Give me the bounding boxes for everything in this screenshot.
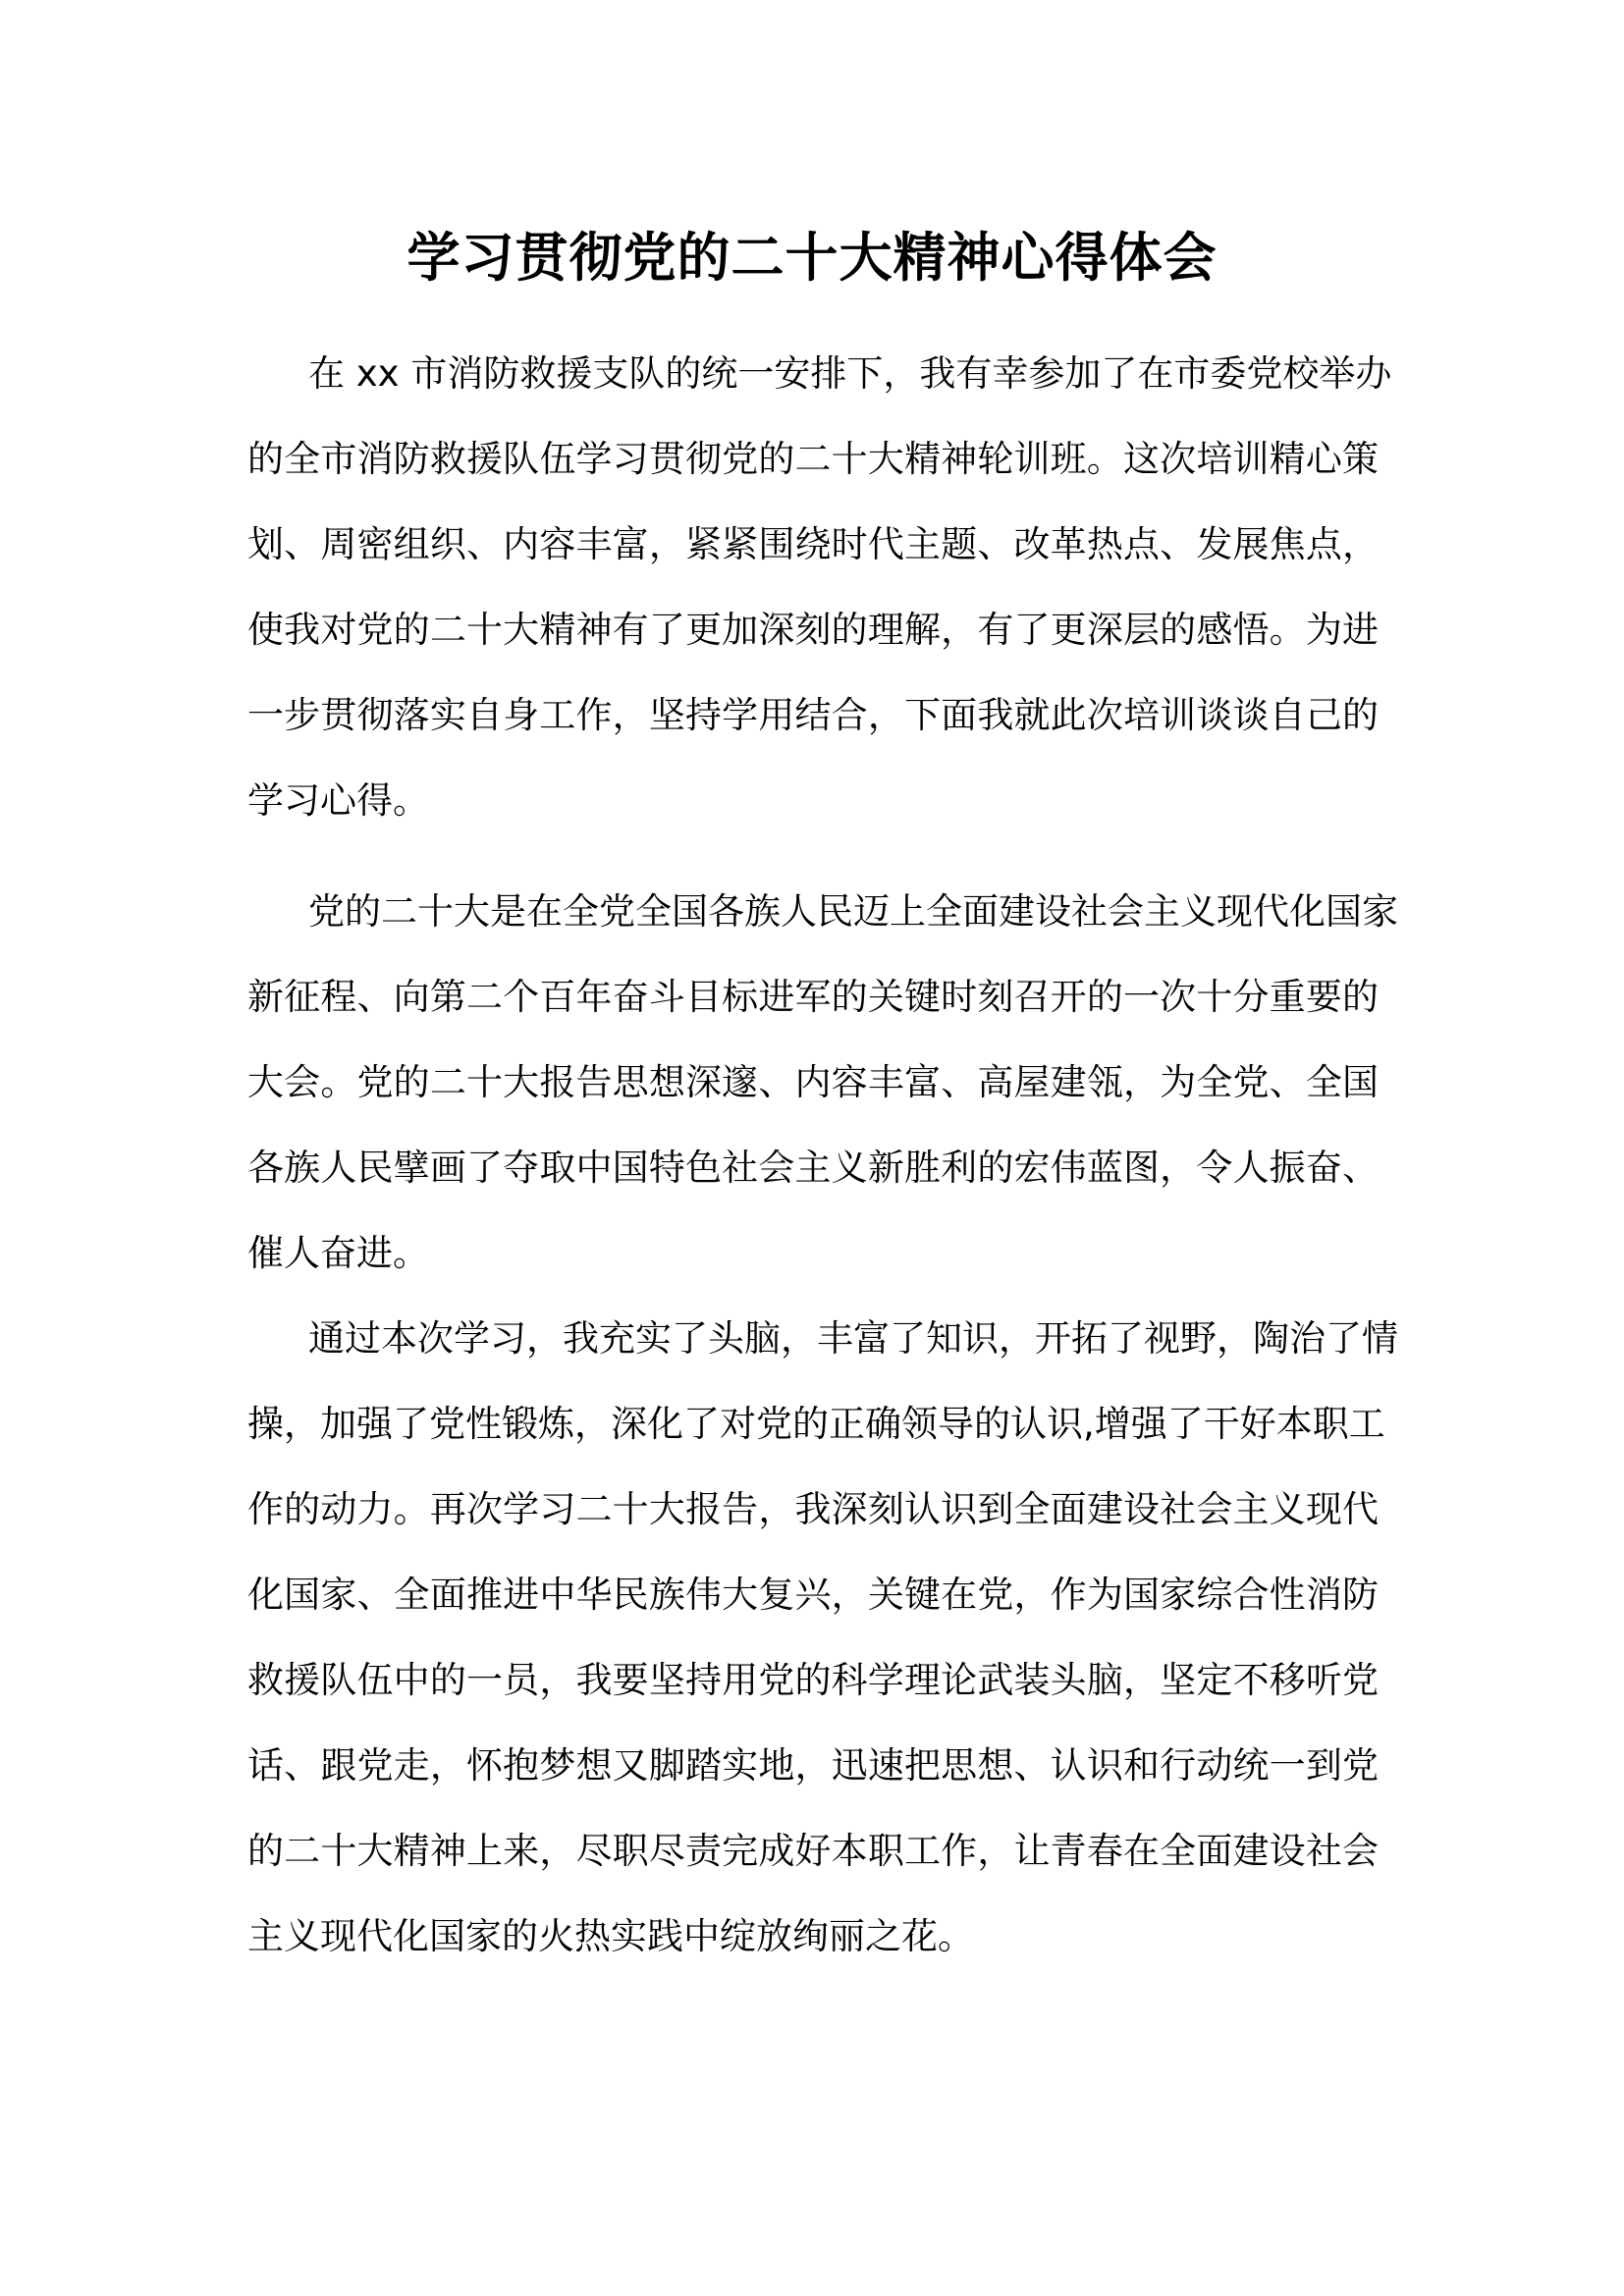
text-line: 大会。党的二十大报告思想深邃、内容丰富、高屋建瓴，为全党、全国: [247, 1061, 1379, 1103]
text-line: 划、周密组织、内容丰富，紧紧围绕时代主题、改革热点、发展焦点，: [247, 523, 1379, 565]
text-line: 一步贯彻落实自身工作，坚持学用结合，下面我就此次培训谈谈自己的: [247, 694, 1379, 736]
text-line: 使我对党的二十大精神有了更加深刻的理解，有了更深层的感悟。为进: [247, 609, 1379, 651]
document-body: [247, 331, 1398, 1979]
text-line: 通过本次学习，我充实了头脑，丰富了知识，开拓了视野，陶治了情: [308, 1317, 1398, 1360]
text-line: 催人奋进。: [247, 1232, 429, 1274]
text-line: 新征程、向第二个百年奋斗目标进军的关键时刻召开的一次十分重要的: [247, 976, 1379, 1018]
paragraph-3: [247, 1296, 1398, 1979]
text-line: 的全市消防救援队伍学习贯彻党的二十大精神轮训班。这次培训精心策: [247, 438, 1379, 480]
document-title: 学习贯彻党的二十大精神心得体会: [406, 227, 1218, 289]
text-line: 在 xx 市消防救援支队的统一安排下，我有幸参加了在市委党校举办: [308, 352, 1392, 395]
text-line: 党的二十大是在全党全国各族人民迈上全面建设社会主义现代化国家: [308, 890, 1398, 933]
text-line: 救援队伍中的一员，我要坚持用党的科学理论武装头脑，坚定不移听党: [247, 1659, 1379, 1701]
text-line: 化国家、全面推进中华民族伟大复兴，关键在党，作为国家综合性消防: [247, 1574, 1379, 1616]
text-line: 话、跟党走，怀抱梦想又脚踏实地，迅速把思想、认识和行动统一到党: [247, 1744, 1379, 1787]
text-line: 主义现代化国家的火热实践中绽放绚丽之花。: [247, 1915, 974, 1957]
text-line: 作的动力。再次学习二十大报告，我深刻认识到全面建设社会主义现代: [247, 1488, 1379, 1530]
text-line: 的二十大精神上来，尽职尽责完成好本职工作，让青春在全面建设社会: [247, 1830, 1379, 1872]
text-line: 操，加强了党性锻炼，深化了对党的正确领导的认识,增强了干好本职工: [247, 1403, 1385, 1445]
text-line: 学习心得。: [247, 779, 429, 822]
paragraph-1: [247, 331, 1392, 843]
text-line: 各族人民擘画了夺取中国特色社会主义新胜利的宏伟蓝图，令人振奋、: [247, 1147, 1379, 1189]
paragraph-2: [247, 869, 1398, 1296]
